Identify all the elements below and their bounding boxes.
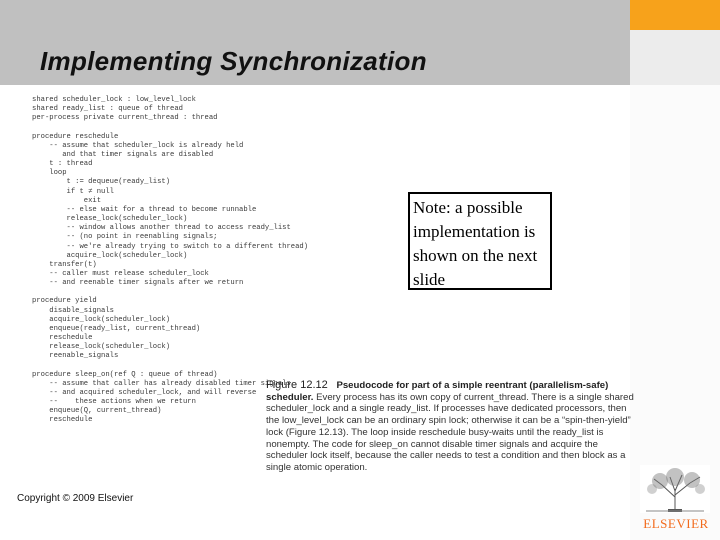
code-line: transfer(t)	[32, 260, 97, 269]
code-line: -- assume that caller has already disabled timer signals	[32, 379, 291, 388]
code-line: per-process private current_thread : thread	[32, 114, 218, 123]
corner-band	[630, 30, 720, 85]
code-line: t := dequeue(ready_list)	[32, 178, 171, 187]
code-line: -- assume that scheduler_lock is already held	[32, 141, 244, 150]
code-line: enqueue(ready_list, current_thread)	[32, 324, 201, 333]
pseudocode-block	[32, 96, 308, 426]
code-line: -- and reenable timer signals after we return	[32, 279, 244, 288]
code-line: shared scheduler_lock : low_level_lock	[32, 96, 196, 104]
figure-description: Every process has its own copy of current_thread. There is a single shared scheduler_lock and a single ready_list. If processes have dedicated processors, then the low_level_lock can be an ordinary spin lock; otherwise it can be a “spin-then-yield” lock (Figure 12.13). The loop inside reschedule busy-waits until the ready_list is nonempty. The code for sleep_on cannot disable timer signals and acquire the scheduler lock itself, because the caller needs to test a condition and then block as a single atomic operation.	[266, 391, 634, 473]
code-line: enqueue(Q, current_thread)	[32, 407, 162, 416]
figure-caption	[266, 380, 636, 474]
code-line: acquire_lock(scheduler_lock)	[32, 315, 171, 324]
code-line: t : thread	[32, 160, 93, 169]
code-line: acquire_lock(scheduler_lock)	[32, 251, 188, 260]
code-line: reschedule	[32, 334, 93, 343]
code-line: procedure sleep_on(ref Q : queue of thread)	[32, 370, 218, 379]
elsevier-tree-icon	[640, 465, 710, 513]
figure-title: Pseudocode for part of a simple reentrant (parallelism-safe) scheduler.	[266, 380, 609, 403]
code-line: shared ready_list : queue of thread	[32, 105, 183, 114]
code-line: reschedule	[32, 416, 93, 425]
slide-title: Implementing Synchronization	[40, 46, 427, 76]
code-line: disable_signals	[32, 306, 114, 315]
code-line: release_lock(scheduler_lock)	[32, 215, 188, 224]
code-line: -- caller must release scheduler_lock	[32, 269, 209, 278]
code-line: -- else wait for a thread to become runnable	[32, 205, 257, 214]
elsevier-logo-text: ELSEVIER	[643, 516, 709, 531]
code-line: -- (no point in reenabling signals;	[32, 233, 218, 242]
figure-number: Figure 12.12	[266, 379, 328, 391]
code-line: if t ≠ null	[32, 187, 114, 196]
code-line: procedure yield	[32, 297, 97, 306]
code-line: and that timer signals are disabled	[32, 150, 214, 159]
copyright-notice: Copyright © 2009 Elsevier	[17, 493, 134, 504]
note-box: Note: a possible implementation is shown on the next slide	[408, 192, 552, 290]
code-line: release_lock(scheduler_lock)	[32, 343, 171, 352]
code-line: exit	[32, 196, 102, 205]
code-line: loop	[32, 169, 67, 178]
accent-strip	[630, 0, 720, 30]
code-line: -- these actions when we return	[32, 398, 196, 407]
code-line: -- and acquired scheduler_lock, and will reverse	[32, 389, 257, 397]
code-line: procedure reschedule	[32, 132, 119, 141]
code-line: reenable_signals	[32, 352, 119, 361]
code-line: -- window allows another thread to access ready_list	[32, 224, 291, 233]
code-line: -- we're already trying to switch to a different thread)	[32, 242, 309, 251]
